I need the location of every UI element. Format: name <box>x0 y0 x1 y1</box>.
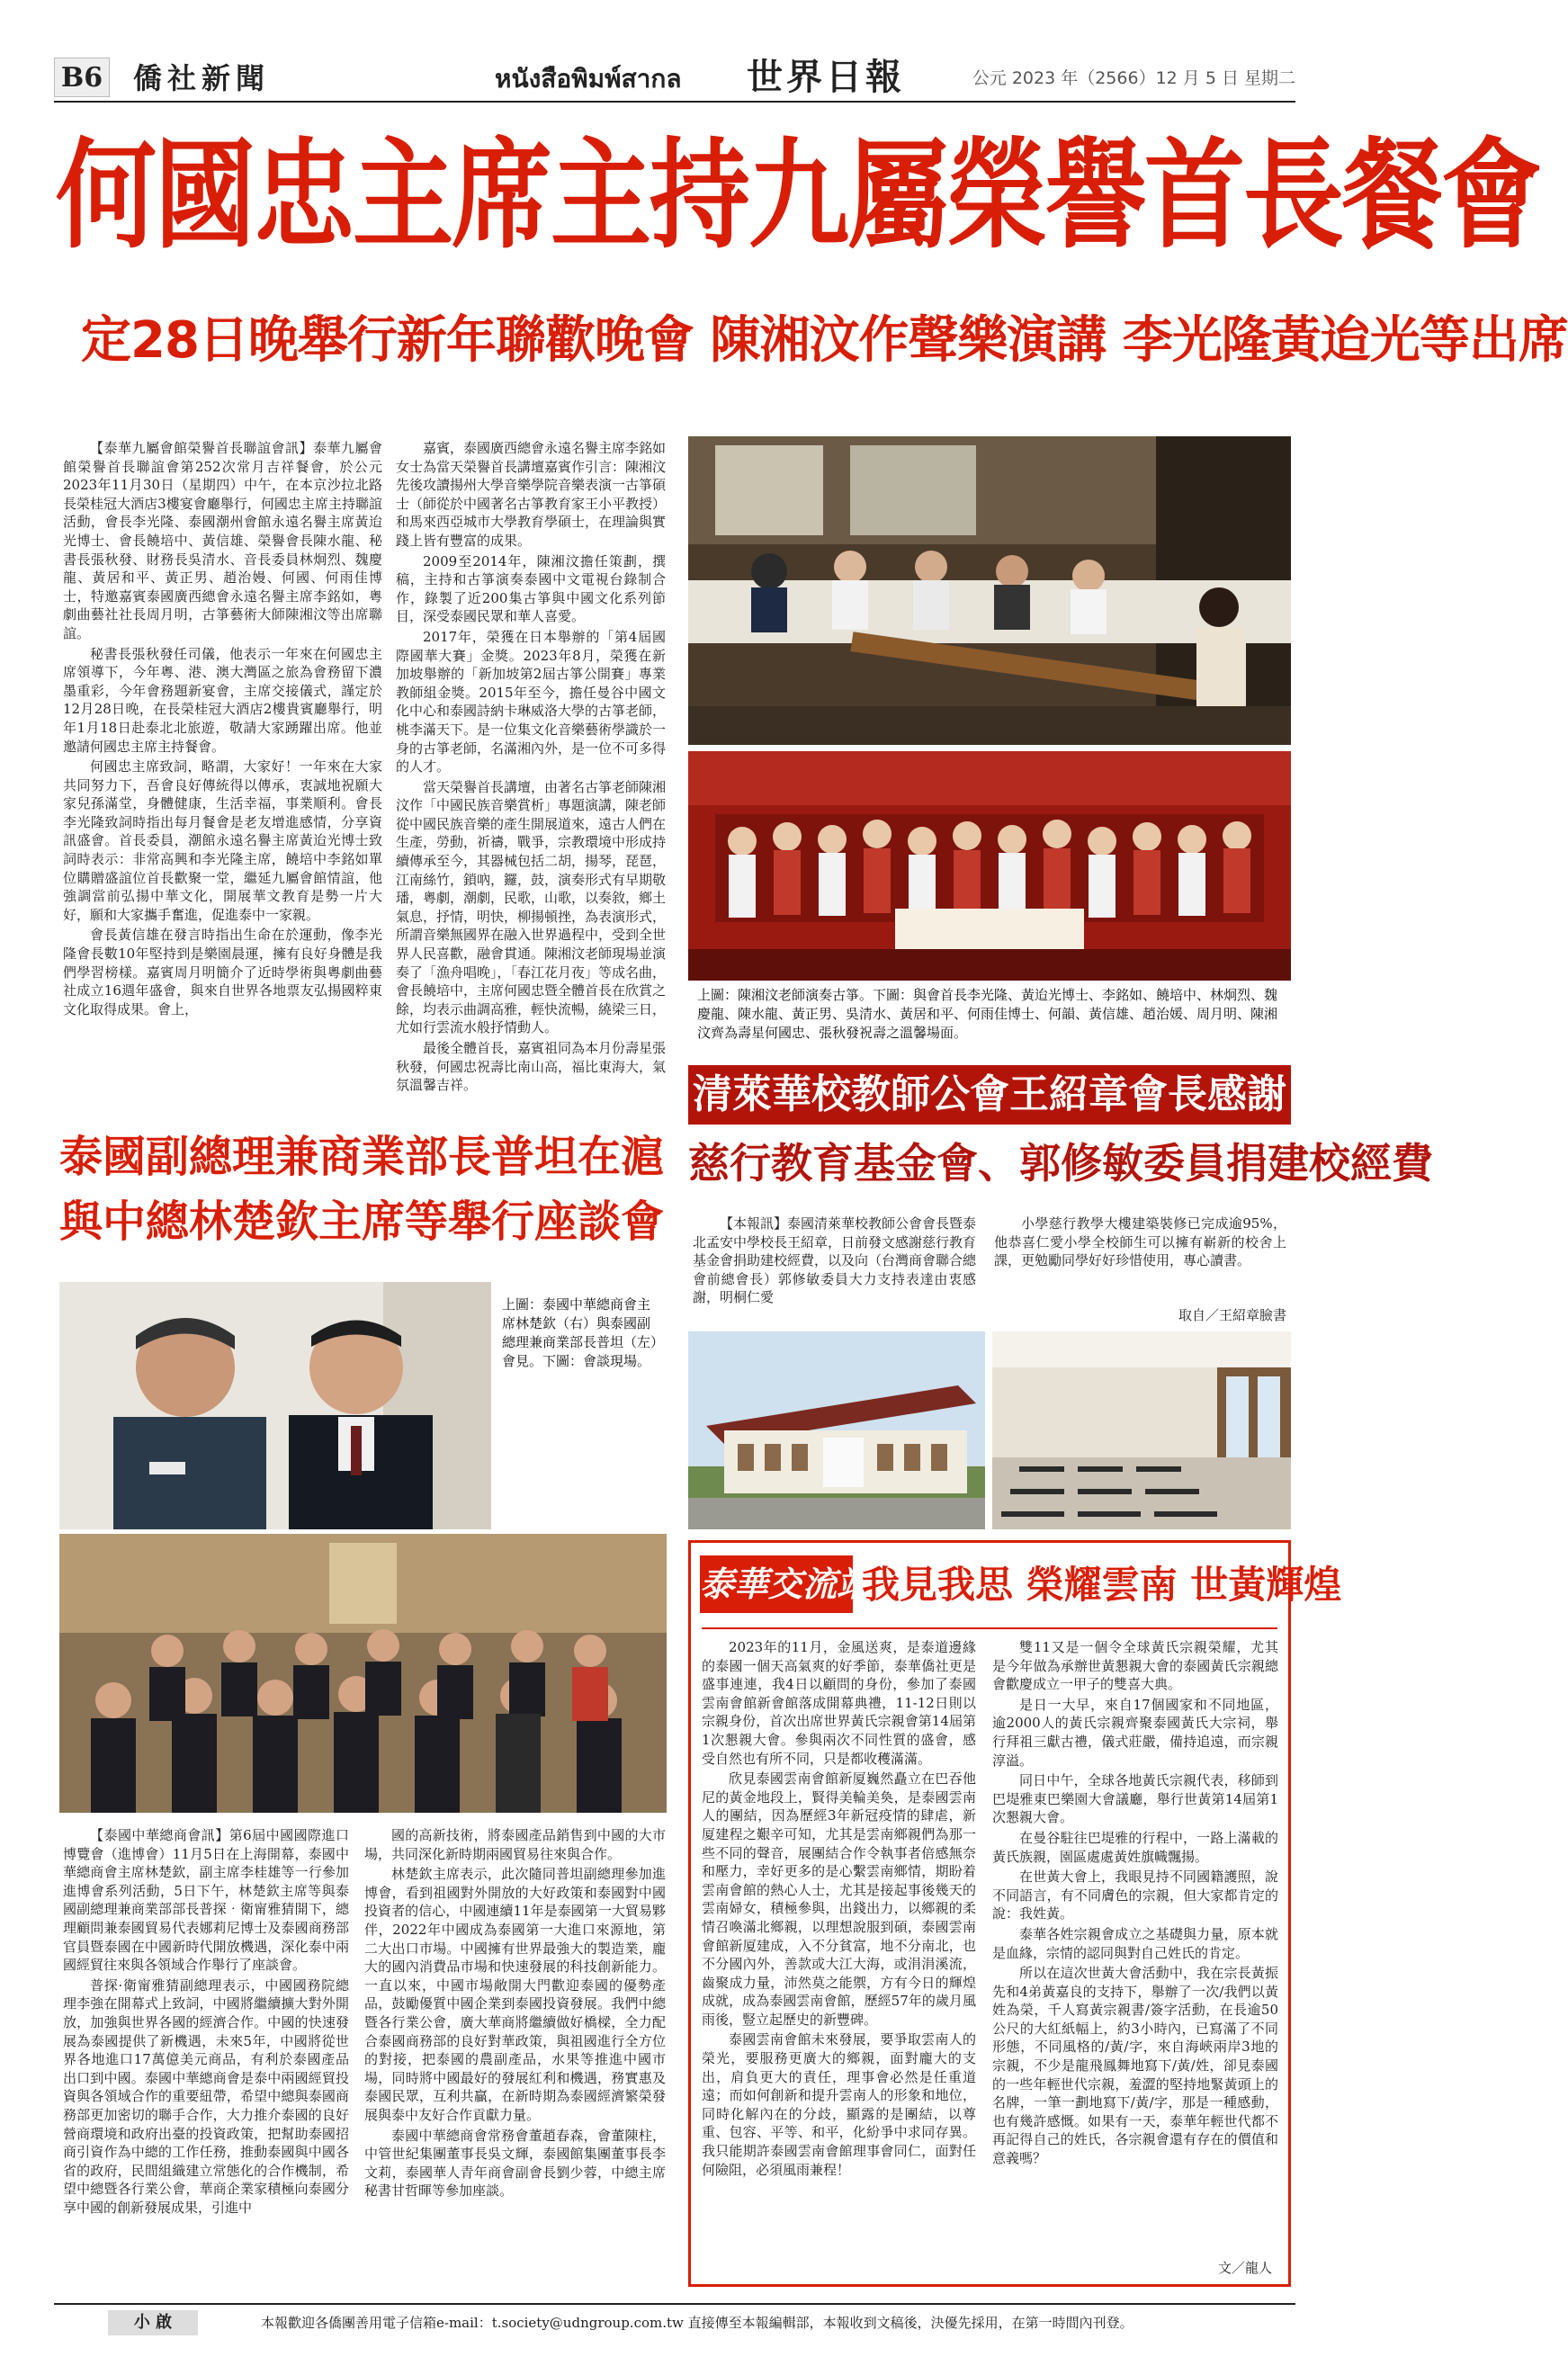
story3-col2 <box>994 1214 1286 1303</box>
story3-headline-bar <box>688 1065 1291 1125</box>
story2-photo-caption-box <box>502 1295 662 1493</box>
column-divider <box>702 1627 1277 1629</box>
story3-headline-line2: 慈行教育基金會、郭修敏委員捐建校經費 <box>688 1139 1433 1187</box>
photo-school-building <box>688 1331 985 1529</box>
column-para: 所以在這次世黃大會活動中，我在宗長黃振先和4弟黃嘉良的支持下，舉辦了一次/我們以黃姓為榮，千人寫黃宗親書/簽字活動，在長逾50公尺的大紅紙幅上，約3小時內，已寫滿了不同形態，不同風格的/黃/字，來自海峽兩岸3地的宗親，不少是龍飛鳳舞地寫下/黃/姓，卻見泰國的一些年輕世代宗親，羞澀的堅持地緊黃頭上的名牌，一筆一劃地寫下/黃/字，那是一種感動，也有幾許感慨。如果有一天，泰華年輕世代都不再記得自己的姓氏，各宗親會還有存在的價值和意義嗎？ <box>992 1965 1278 2167</box>
footer-label: 小 啟 <box>108 2310 198 2335</box>
paper-name-logo: 世界日報 <box>747 56 905 98</box>
story3-col1 <box>693 1214 977 1306</box>
story1-photo-caption: 上圖：陳湘汶老師演奏古箏。下圖：與會首長李光隆、黃迨光博士、李銘如、饒培中、林炯烈、魏慶龍、陳水龍、黃正男、吳清水、黃居和平、何雨佳博士、何韻、黃信雄、趙治媛、周月明、陳湘汶齊為壽星何國忠、張秋發祝壽之溫馨場面。 <box>697 987 1278 1041</box>
photo-group-meeting <box>59 1534 667 1813</box>
story2-para: 泰國中華總商會常務會董趙春森，會董陳柱，中管世紀集團董事長吳文輝，泰國館集團董事長李文莉，泰國華人青年商會副會長劉少蓉，中總主席秘書甘哲暉等參加座談。 <box>364 2127 666 2200</box>
story1-para: 當天榮譽首長講壇，由著名古箏老師陳湘汶作「中國民族音樂賞析」專題演講，陳老師從中國民族音樂的產生開展道來，遠古人們在生產，勞動，祈禱，戰爭，宗教環境中形成持續傳承至今，其器械包括二胡，揚琴，琵琶，江南絲竹，鎖吶，鑼，鼓，演奏形式有早期敬璠，粵劇，潮劇，民歌，山歌，以奏敘，鄉土氣息，抒情，明快，柳揚頓挫，為表演形式，所謂音樂無國界在融入世界過程中，受到全世界人民喜歡，融會貫通。陳湘汶老師現場並演奏了「漁舟唱晚」，「春江花月夜」等成名曲，會長饒培中，主席何國忠暨全體首長在欣賞之餘，均表示曲調高雅，輕快流暢，繞梁三日，尤如行雲流水般抒情動人。 <box>396 778 667 1036</box>
footer-notice: 本報歡迎各僑團善用電子信箱e-mail：t.society@udngroup.com.tw 直接傳至本報編輯部，本報收到文稿後，決優先採用，在第一時間內刊登。 <box>261 2315 1133 2331</box>
story2-col1 <box>63 1826 349 2281</box>
story1-photo-caption-box <box>688 981 1291 1062</box>
main-headline: 何國忠主席主持九屬榮譽首長餐會 <box>56 127 1540 265</box>
photo-classroom <box>992 1331 1291 1529</box>
story3-headline-line1: 清萊華校教師公會王紹章會長感謝 <box>693 1071 1286 1117</box>
column-para: 在曼谷駐往巴堤雅的行程中，一路上滿載的黃氏族親，園區處處黃姓旗幟飄揚。 <box>992 1829 1278 1865</box>
story1-para: 2009至2014年，陳湘汶擔任策劃，撰稿，主持和古箏演奏泰國中文電視台錄制合作，錄製了近200集古箏與中國文化系列節目，深受泰國民眾和華人喜愛。 <box>396 552 666 625</box>
column-box <box>688 1540 1342 2287</box>
story3-credit: 取自／王紹章臉書 <box>1178 1307 1286 1323</box>
story3-para: 小學慈行教學大樓建築裝修已完成逾95%，他恭喜仁愛小學全校師生可以擁有嶄新的校舍上課，更勉勵同學好好珍惜使用，專心讀書。 <box>994 1215 1286 1269</box>
photo-meeting-two-men <box>59 1282 491 1529</box>
main-subhead: 定28日晚舉行新年聯歡晚會 陳湘汶作聲樂演講 李光隆黃迨光等出席 <box>81 311 1568 370</box>
story1-col1 <box>63 439 382 1109</box>
photo-guzheng-performance <box>688 436 1291 745</box>
column-para: 雙11又是一個令全球黃氏宗親榮耀，尤其是今年做為承辦世黃懇親大會的泰國黃氏宗親總會歡慶成立一甲子的雙喜大典。 <box>992 1639 1278 1693</box>
story2-photo-caption: 上圖：泰國中華總商會主席林楚欽（右）與泰國副總理兼商業部長普坦（左）會見。下圖：會談現場。 <box>502 1296 658 1369</box>
story1-col2 <box>396 439 666 1109</box>
story1-para: 會長黃信雄在發言時指出生命在於運動，像李光隆會長數10年堅持到是樂園晨運，擁有良好身體是我們學習榜樣。嘉賓周月明簡介了近時學術與粵劇曲藝社成立16週年盛會，與來自世界各地票友弘揚國粹東文化取得成果。會上， <box>63 927 382 1017</box>
column-col1 <box>702 1638 976 2279</box>
column-byline: 文／龍人 <box>1217 2260 1272 2276</box>
column-para: 是日一大早，來自17個國家和不同地區，逾2000人的黃氏宗親齊聚泰國黃氏大宗祠，舉行拜祖三獻古禮，儀式莊嚴，備持追遠，而宗親淳溢。 <box>992 1696 1278 1769</box>
story1-para: 秘書長張秋發任司儀，他表示一年來在何國忠主席領導下，今年粵、港、澳大灣區之旅為會務留下濃墨重彩，今年會務題新宴會，主席交接儀式，謹定於12月28日晚，在長榮桂冠大酒店2樓貴賓廳舉行，明年1月18日赴泰北北旅遊，敬請大家踴躍出席。他並邀請何國忠主席主持餐會。 <box>63 645 382 755</box>
column-headline: 我見我思 榮耀雲南 世黃輝煌 <box>862 1563 1342 1607</box>
story2-headline-line1: 泰國副總理兼商業部長普坦在滬 <box>58 1132 664 1182</box>
photo-birthday-celebration <box>688 751 1291 981</box>
column-title-badge: 泰華交流站 <box>700 1555 853 1613</box>
column-para: 泰華各姓宗親會成立之基礎與力量，原本就是血緣，宗情的認同與對自己姓氏的肯定。 <box>992 1925 1278 1961</box>
page-number: B6 <box>54 58 110 97</box>
column-para: 同日中午，全球各地黃氏宗親代表，移師到巴堤雅東巴樂園大會議廳，舉行世黃第14屆第1次懇親大會。 <box>992 1772 1278 1826</box>
story2-col2 <box>364 1826 666 2281</box>
story2-headline-line2: 與中總林楚欽主席等舉行座談會 <box>58 1196 664 1247</box>
column-para: 欣見泰國雲南會館新厦巍然矗立在巴吞他尼的黃金地段上，賢得美輪美奐，是泰國雲南人的團結，因為歷經3年新冠疫情的肆虐，新厦建程之艱辛可知，尤其是雲南鄉親們為那一些不同的聲音，展團結合作令執事者倍感無奈和壓力，幸好更多的是心繫雲南鄉情，期盼着雲南會館的熱心人士，尤其是接起事後幾天的雲南婦女，積極參與，出錢出力，以鄉親的柔情召喚滿北鄉親，以理想說服到碩，泰國雲南會館新厦建成，入不分貧富，地不分南北，也不分國內外，善款或大江大海，或涓涓溪流，齒聚成力量，沛然莫之能禦，方有今日的輝煌成就，成為泰國雲南會館，歷經57年的歲月風雨後，豎立起歷史的新豐碑。 <box>702 1770 976 2028</box>
masthead <box>54 56 1295 103</box>
story2-para: 國的高新技術，將泰國產品銷售到中國的大市場，共同深化新時期兩國貿易往來與合作。 <box>364 1827 666 1862</box>
footer-bar <box>54 2303 1295 2339</box>
story2-para: 【泰國中華總商會訊】第6屆中國國際進口博覽會（進博會）11月5日在上海開幕，泰國中華總商會主席林楚欽，副主席李桂雄等一行參加進博會系列活動，5日下午，林楚欽主席等與泰國副總理兼商業部部長普探‧衛甯雅猜開下，總理顧問兼泰國貿易代表娜莉尼博士及泰國商務部官員暨泰國在中國新時代開放機遇，深化泰中兩國經貿往來與各領域合作舉行了座談會。 <box>63 1827 349 1974</box>
story2-para: 普探·衛甯雅猜副總理表示，中國國務院總理李強在開幕式上致詞，中國將繼續擴大對外開放，加強與世界各國的經濟合作。中國的快速發展為泰國提供了新機遇，未來5年，中國將從世界各地進口17萬億美元商品，有利於泰國產品出口到中國。泰國中華總商會是泰中兩國經貿投資與各領域合作的重要紐帶，希望中總與泰國商務部更加密切的聯手合作，大力推介泰國的良好營商環境和政府出臺的投資政策，把幫助泰國招商引資作為中總的工作任務，推動泰國與中國各省的政府，民間組織建立常態化的合作機制，希望中總暨各行業公會，華商企業家積極向泰國分享中國的創新發展成果，引進中 <box>63 1976 349 2216</box>
story1-para: 嘉賓，泰國廣西總會永遠名譽主席李銘如女士為當天榮譽首長講壇嘉賓作引言：陳湘汶先後攻讀揚州大學音樂學院音樂表演一古箏碩士（師從於中國著名古箏教育家王小平教授）和馬來西亞城市大學教育學碩士，在理論與實踐上皆有豐富的成果。 <box>396 440 667 549</box>
section-name: 僑社新聞 <box>133 61 271 95</box>
story3-para: 【本報訊】泰國清萊華校教師公會會長暨泰北孟安中學校長王紹章，日前發文感謝慈行教育基金會捐助建校經費，以及向（台灣商會聯合總會前總會長）郭修敏委員大力支持表達由衷感謝，明桐仁愛 <box>693 1215 977 1306</box>
story1-para: 最後全體首長，嘉賓祖同為本月份壽星張秋發，何國忠祝壽比南山高，福比東海大，氣氛溫馨吉祥。 <box>396 1040 667 1094</box>
thai-paper-name: หนังสือพิมพ์สากล <box>495 64 682 94</box>
story1-para: 2017年，榮獲在日本舉辦的「第4屆國際國華大賽」金獎。2023年8月，榮獲在新加坡舉辦的「新加坡第2屆古箏公開賽」專業教師組金獎。2015年至今，擔任曼谷中國文化中心和泰國詩納卡琳威洛大學的古箏老師，桃李滿天下。是一位集文化音樂藝術學識於一身的古箏老師，名滿湘內外，是一位不可多得的人才。 <box>396 628 667 775</box>
story2-headline <box>56 1125 668 1259</box>
column-col2 <box>992 1638 1278 2259</box>
story1-para: 【泰華九屬會館榮譽首長聯誼會訊】泰華九屬會館榮譽首長聯誼會第252次常月吉祥餐會，於公元2023年11月30日（星期四）中午，在本京沙拉北路長榮桂冠大酒店3樓宴會廳舉行，何國忠主席主持聯誼活動，會長李光隆、泰國潮州會館永遠名譽主席黃迨光博士、會長饒培中、黃信雄、榮譽會長陳水龍、秘書長張秋發、財務長吳清水、音長委員林炯烈、魏慶龍、黃居和平、黃正男、趙治嫚、何國、何雨佳博士，特邀嘉賓泰國廣西總會永遠名譽主席李銘如，粵劇曲藝社社長周月明，古箏藝術大師陳湘汶等出席聯誼。 <box>63 440 382 641</box>
column-para: 泰國雲南會館未來發展，要爭取雲南人的榮光，要服務更廣大的鄉親，面對龐大的支出，肩負更大的責任，理事會必然是任重道遠；而如何創新和提升雲南人的形象和地位，同時化解內在的分歧，顯露的是團結，以尊重、包容、平等、和平，化紛爭中求同存異。我只能期許泰國雲南會館理事會同仁，面對任何險阻，必須風雨兼程！ <box>702 2031 976 2178</box>
story2-para: 林楚欽主席表示，此次隨同普坦副總理參加進博會，看到祖國對外開放的大好政策和泰國對中國投資者的信心，中國連續11年是泰國第一大貿易夥伴，2022年中國成為泰國第一大進口來源地，第二大出口市場。中國擁有世界最強大的製造業，龐大的國內消費品市場和快速發展的科技創新能力。一直以來，中國市場敞開大門歡迎泰國的優勢產品，鼓勵優質中國企業到泰國投資發展。我們中總暨各行業公會，廣大華商將繼續做好橋樑，全力配合泰國商務部的良好對華政策，與祖國進行全方位的對接，把泰國的農副產品，水果等推進中國市場，同時將中國最好的發展紅利和機遇，務實惠及泰國民眾，互利共贏，在新時期為泰國經濟繁榮發展與泰中友好合作貢獻力量。 <box>364 1866 666 2123</box>
column-para: 在世黃大會上，我眼見持不同國籍護照，說不同語言，有不同膚色的宗親，但大家都肯定的說：我姓黃。 <box>992 1869 1278 1922</box>
issue-date: 公元 2023 年（2566）12 月 5 日 星期二 <box>972 68 1295 88</box>
column-para: 2023年的11月，金風送爽，是泰道邊緣的泰國一個天高氣爽的好季節，泰華僑社更是盛事連連，我4日以顧問的身份，參加了泰國雲南會館新會館落成開幕典禮，11-12日則以宗親身份，首次出席世界黃氏宗親會第14屆第1次懇親大會。參與兩次不同性質的盛會，感受自然也有所不同，只是都收穫滿滿。 <box>702 1639 976 1767</box>
story1-para: 何國忠主席致詞，略謂，大家好！一年來在大家共同努力下，吾會良好傳統得以傳承，衷誠地祝願大家兒孫滿堂，身體健康，生活幸福，事業順利。會長李光隆致詞時指出每月餐會是老友增進感情，分享資訊盛會。首長委員，潮館永遠名譽主席黃迨光博士致詞時表示：非常高興和李光隆主席，饒培中李銘如單位購贈盛誼位首長歡聚一堂，繼延九屬會館情誼，他強調當前弘揚中華文化，開展華文教育是勢一片大好，願和大家攜手奮進，促進泰中一家親。 <box>63 758 382 923</box>
